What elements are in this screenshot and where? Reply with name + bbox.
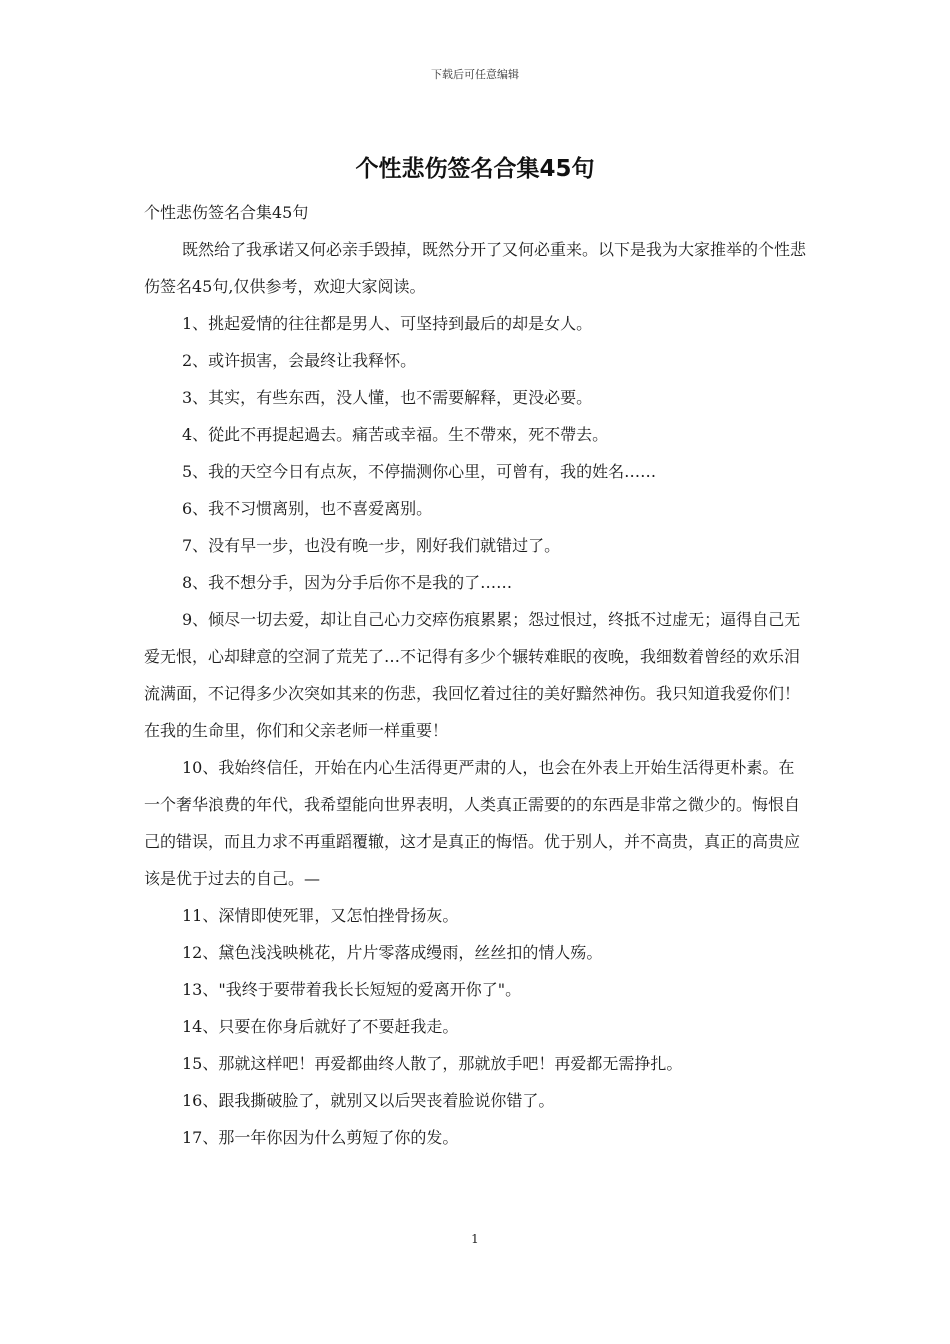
list-item: 11、深情即使死罪，又怎怕挫骨扬灰。 bbox=[182, 906, 459, 925]
list-item: 7、没有早一步，也没有晚一步，刚好我们就错过了。 bbox=[182, 536, 561, 555]
document-subtitle: 个性悲伤签名合集45句 bbox=[144, 203, 309, 222]
list-item: 4、從此不再提起過去。痛苦或幸福。生不帶來，死不帶去。 bbox=[182, 425, 609, 444]
list-item: 9、倾尽一切去爱，却让自己心力交瘁伤痕累累；怨过恨过，终抵不过虚无；逼得自己无爱无恨，心却肆意的空洞了荒芜了…不记得有多少个辗转难眠的夜晚，我细数着曾经的欢乐泪流满面，不记得多少次突如其来的伤悲，我回忆着过往的美好黯然神伤。我只知道我爱你们！在我的生命里，你们和父亲老师一样重要！ bbox=[144, 610, 801, 740]
header-note: 下载后可任意编辑 bbox=[431, 68, 519, 81]
list-item: 16、跟我撕破脸了，就别又以后哭丧着脸说你错了。 bbox=[182, 1091, 555, 1110]
list-item: 14、只要在你身后就好了不要赶我走。 bbox=[182, 1017, 459, 1036]
intro-paragraph: 既然给了我承诺又何必亲手毁掉，既然分开了又何必重来。以下是我为大家推举的个性悲伤签名45句,仅供参考，欢迎大家阅读。 bbox=[144, 240, 807, 296]
list-item: 12、黛色浅浅映桃花，片片零落成缦雨，丝丝扣的情人殇。 bbox=[182, 943, 603, 962]
list-item: 3、其实，有些东西，没人懂，也不需要解释，更没必要。 bbox=[182, 388, 593, 407]
list-item: 15、那就这样吧！再爱都曲终人散了，那就放手吧！再爱都无需挣扎。 bbox=[182, 1054, 683, 1073]
list-item: 6、我不习惯离别，也不喜爱离别。 bbox=[182, 499, 433, 518]
document-body bbox=[144, 194, 806, 1156]
list-item: 1、挑起爱情的往往都是男人、可坚持到最后的却是女人。 bbox=[182, 314, 593, 333]
list-item: 5、我的天空今日有点灰，不停揣测你心里，可曾有，我的姓名…… bbox=[182, 462, 657, 481]
list-item: 17、那一年你因为什么剪短了你的发。 bbox=[182, 1128, 459, 1147]
page-number: 1 bbox=[471, 1232, 479, 1246]
list-item: 13、"我终于要带着我长长短短的爱离开你了"。 bbox=[182, 980, 522, 999]
list-item: 2、或许损害，会最终让我释怀。 bbox=[182, 351, 417, 370]
document-title: 个性悲伤签名合集45句 bbox=[355, 156, 595, 182]
list-item: 8、我不想分手，因为分手后你不是我的了…… bbox=[182, 573, 513, 592]
list-item: 10、我始终信任，开始在内心生活得更严肃的人，也会在外表上开始生活得更朴素。在一个奢华浪费的年代，我希望能向世界表明，人类真正需要的的东西是非常之微少的。悔恨自己的错误，而且力求不再重蹈覆辙，这才是真正的悔悟。优于别人，并不高贵，真正的高贵应该是优于过去的自己。— bbox=[144, 758, 801, 888]
